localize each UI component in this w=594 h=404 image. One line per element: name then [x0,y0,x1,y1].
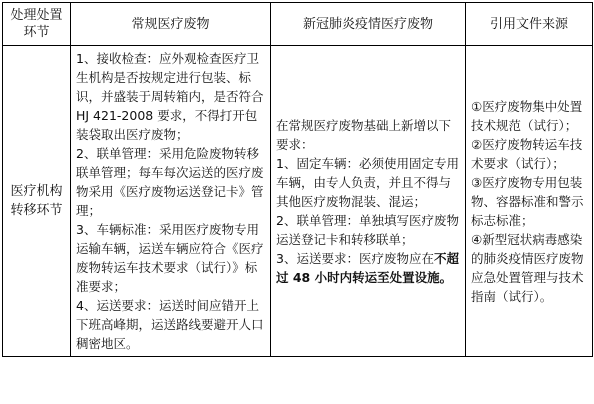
covid-item-3-bold: 不超过 48 小时内转运至处置设施。 [276,250,459,285]
stage-cell: 医疗机构转移环节 [3,46,71,357]
source-documents-cell [466,46,593,357]
covid-intro: 在常规医疗废物基础上新增以下要求： [276,117,452,152]
regular-item-4: 4、运送要求：运送时间应错开上下班高峰期，运送路线要避开人口稠密地区。 [76,298,264,351]
covid-waste-cell [271,46,466,357]
regular-item-3: 3、车辆标准：采用医疗废物专用运输车辆，运送车辆应符合《医疗废物转运车技术要求（试行）》标准要求； [76,222,264,294]
source-item-4: ④新型冠状病毒感染的肺炎疫情医疗废物应急处置管理与技术指南（试行）。 [471,231,584,304]
header-stage: 处理处置环节 [3,3,71,46]
regular-waste-cell [71,46,271,357]
header-row [3,3,593,46]
source-item-1: ①医疗废物集中处置技术规范（试行）； [471,98,583,133]
source-item-2: ②医疗废物转运车技术要求（试行）； [471,136,583,171]
regular-item-2: 2、联单管理：采用危险废物转移联单管理；每车每次运送的医疗废物采用《医疗废物运送登记卡》管理； [76,146,264,218]
covid-item-3 [276,249,460,287]
header-covid-waste: 新冠肺炎疫情医疗废物 [271,3,466,46]
table-row [3,46,593,357]
header-source-documents: 引用文件来源 [466,3,593,46]
covid-item-3-prefix: 3、运送要求：医疗废物应在 [276,250,434,266]
covid-item-2: 2、联单管理：单独填写医疗废物运送登记卡和转移联单； [276,212,459,247]
header-regular-waste: 常规医疗废物 [71,3,271,46]
medical-waste-table [2,2,593,357]
covid-item-1: 1、固定车辆：必须使用固定专用车辆，由专人负责，并且不得与其他医疗废物混装、混运； [276,155,459,209]
regular-item-1: 1、接收检查：应外观检查医疗卫生机构是否按规定进行包装、标识，并盛装于周转箱内，是否符合 HJ 421-2008 要求，不得打开包装袋取出医疗废物； [76,51,264,142]
source-item-3: ③医疗废物专用包装物、容器标准和警示标志标准； [471,174,584,228]
